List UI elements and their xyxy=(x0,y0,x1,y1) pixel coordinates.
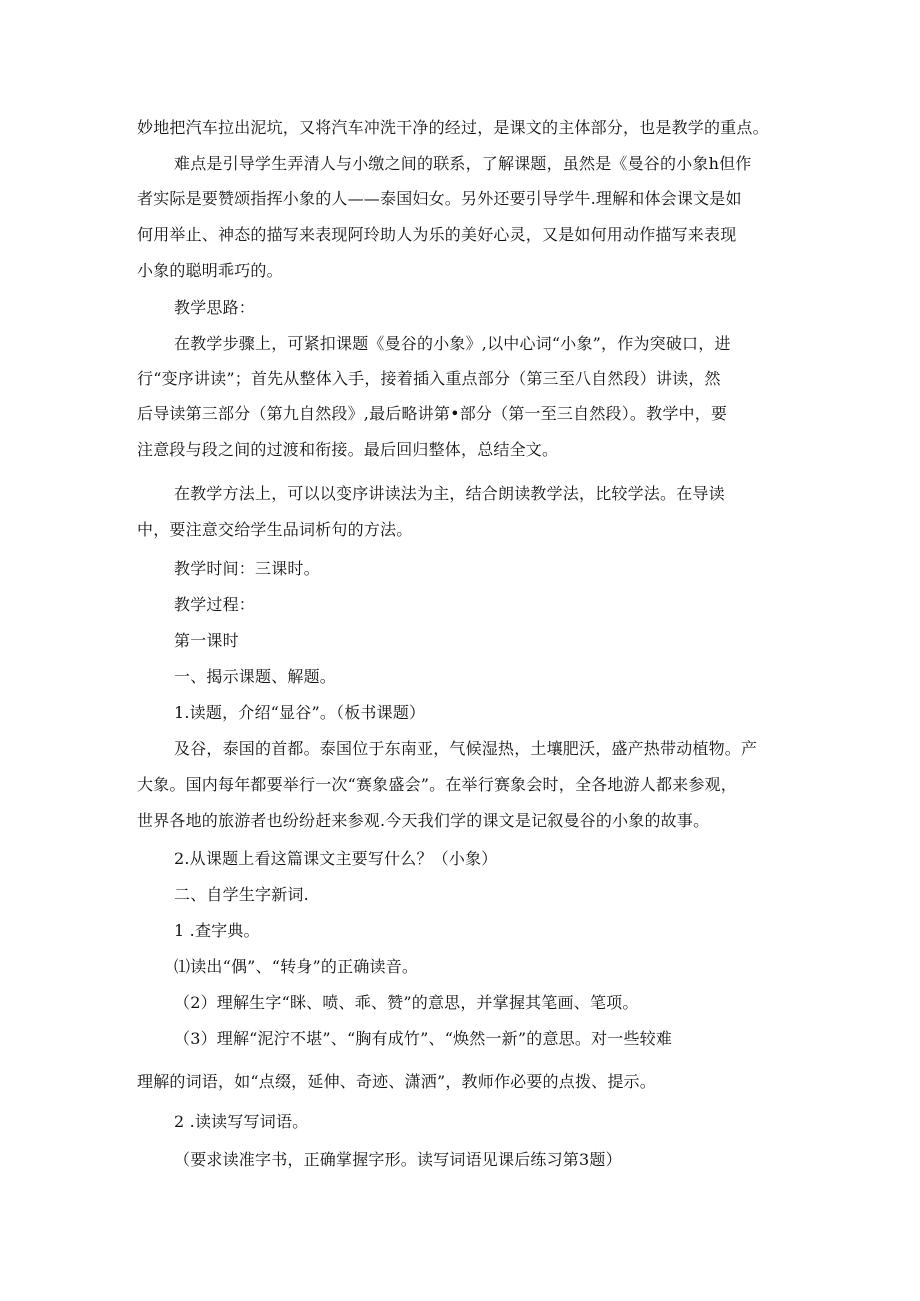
sub-item-1-pronunciation: ⑴读出“偶”、“转身”的正确读音。 xyxy=(174,957,419,976)
sub-item-2-characters: （2）理解生字“眯、喷、乖、赞”的意思，并掌握其笔画、笔项。 xyxy=(174,993,639,1012)
text-line-7: 在教学步骤上，可紧扣课题《曼谷的小象》,以中心词“小象”，作为突破口，进 xyxy=(174,334,731,353)
text-line-4: 何用举止、神态的描写来表现阿玲助人为乐的美好心灵，又是如何用动作描写来表现 xyxy=(137,225,737,244)
text-line-12: 中，要注意交给学生品词析句的方法。 xyxy=(137,520,413,539)
list-item-2-title-question: 2.从课题上看这篇课文主要写什么？（小象） xyxy=(174,849,498,868)
section-heading-part-one: 一、揭示课题、解题。 xyxy=(174,667,337,686)
text-line-18: 及谷，泰国的首都。泰国位于东南亚，气候湿热，土壤肥沃，盛产热带动植物。产 xyxy=(174,739,758,758)
text-line-11: 在教学方法上，可以以变序讲读法为主，结合朗读教学法，比较学法。在导读 xyxy=(174,484,725,503)
text-line-1: 妙地把汽车拉出泥坑，又将汽车冲洗干净的经过，是课文的主体部分，也是教学的重点。 xyxy=(137,118,769,137)
text-line-29: （要求读准字书，正确掌握字形。读写词语见课后练习第3题） xyxy=(174,1150,622,1169)
text-line-2: 难点是引导学生弄清人与小缴之间的联系，了解课题，虽然是《曼谷的小象h但作 xyxy=(174,154,752,173)
list-item-2-read-write: 2 .读读写写词语。 xyxy=(174,1112,309,1131)
section-heading-first-lesson: 第一课时 xyxy=(174,631,239,650)
section-heading-teaching-process: 教学过程： xyxy=(174,595,256,614)
sub-item-3-phrases: （3）理解“泥泞不堪”、“胸有成竹”、“焕然一新”的意思。对一些较难 xyxy=(174,1029,673,1048)
text-line-10: 注意段与段之间的过渡和衔接。最后回归整体，总结全文。 xyxy=(137,440,559,459)
text-line-9: 后导读第三部分（第九自然段》,最后略讲第•部分（第一至三自然段）。教学中，要 xyxy=(137,404,728,423)
text-line-3: 者实际是要赞颂指挥小象的人——泰国妇女。另外还要引导学牛.理解和体会课文是如 xyxy=(137,189,742,208)
text-line-19: 大象。国内每年都要举行一次“赛象盛会”。在举行赛象会时，全各地游人都来参观， xyxy=(137,775,737,794)
list-item-1-read-title: 1.读题，介绍“显谷”。（板书课题） xyxy=(174,703,426,722)
section-heading-teaching-approach: 教学思路： xyxy=(174,298,256,317)
section-heading-part-two: 二、自学生字新词. xyxy=(174,885,309,904)
list-item-1-dictionary: 1 .查字典。 xyxy=(174,921,260,940)
section-heading-teaching-time: 教学时间：三课时。 xyxy=(174,559,320,578)
text-line-20: 世界各地的旅游者也纷纷赶来参观.今天我们学的课文是记叙曼谷的小象的故事。 xyxy=(137,811,710,830)
text-line-27: 理解的词语，如“点缀，延伸、奇迹、潇洒”，教师作必要的点拨、提示。 xyxy=(137,1072,656,1091)
text-line-5: 小象的聪明乖巧的。 xyxy=(137,261,283,280)
text-line-8: 行“变序讲读”；首先从整体入手，接着插入重点部分（第三至八自然段）讲读，然 xyxy=(137,369,721,388)
